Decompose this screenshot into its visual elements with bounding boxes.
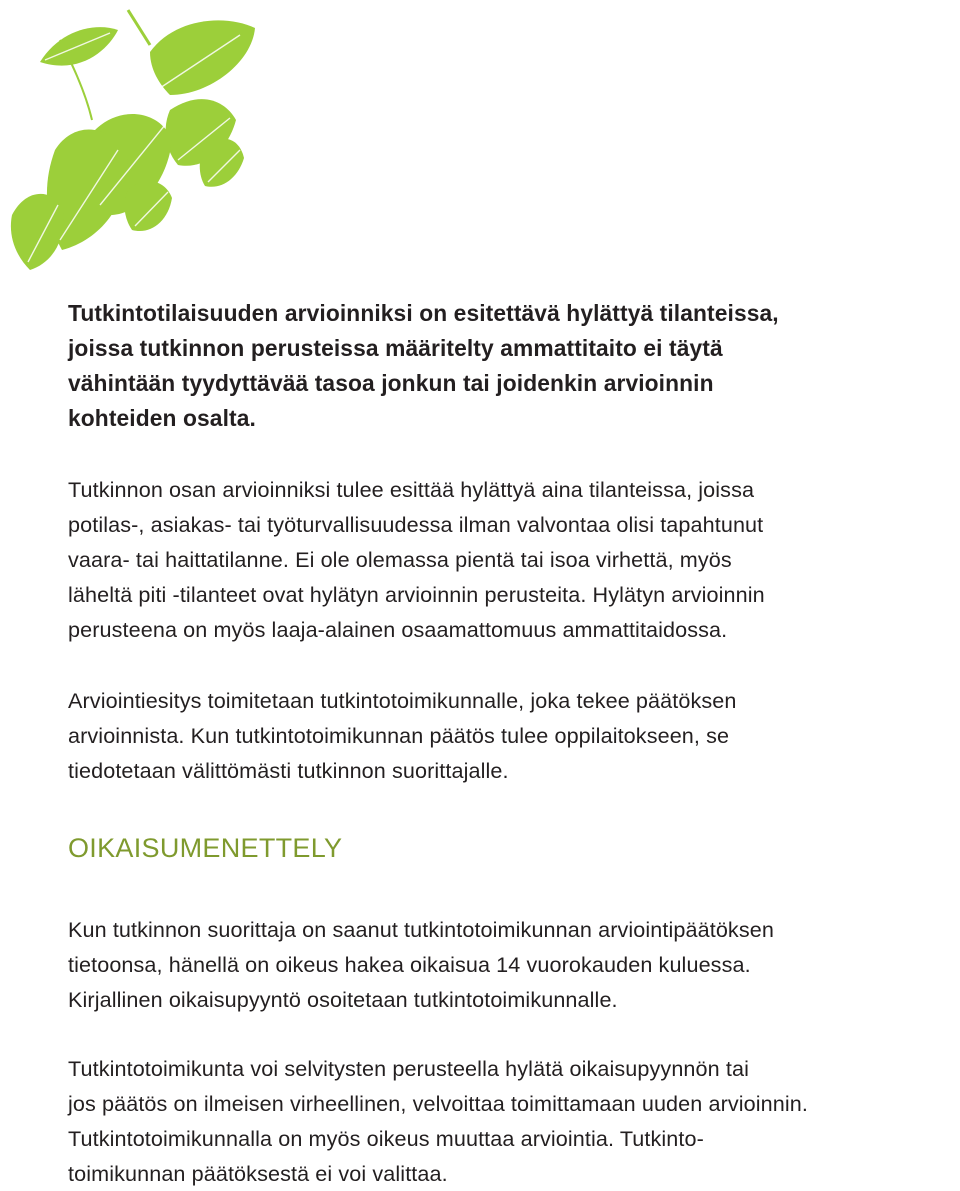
text-line: Kirjallinen oikaisupyyntö osoitetaan tutkintotoimikunnalle. <box>68 987 618 1012</box>
paragraph-appeal-right <box>68 912 956 1017</box>
text-line: vähintään tyydyttävää tasoa jonkun tai joidenkin arvioinnin <box>68 370 714 396</box>
text-line: vaara- tai haittatilanne. Ei ole olemassa pientä tai isoa virhettä, myös <box>68 547 732 572</box>
text-line: Tutkintotoimikunta voi selvitysten perusteella hylätä oikaisupyynnön tai <box>68 1056 749 1081</box>
text-line: toimikunnan päätöksestä ei voi valittaa. <box>68 1161 448 1186</box>
text-line: tietoonsa, hänellä on oikeus hakea oikaisua 14 vuorokauden kuluessa. <box>68 952 751 977</box>
paragraph-rejection-criteria <box>68 472 956 647</box>
paragraph-assessment-proposal <box>68 683 956 788</box>
birch-leaves-icon <box>0 0 300 290</box>
text-line: tiedotetaan välittömästi tutkinnon suorittajalle. <box>68 758 509 783</box>
paragraph-committee-decision <box>68 1051 956 1191</box>
text-line: Tutkintotilaisuuden arvioinniksi on esitettävä hylättyä tilanteissa, <box>68 300 779 326</box>
text-line: Tutkinnon osan arvioinniksi tulee esittää hylättyä aina tilanteissa, joissa <box>68 477 755 502</box>
text-line: Kun tutkinnon suorittaja on saanut tutkintotoimikunnan arviointipäätöksen <box>68 917 774 942</box>
text-line: kohteiden osalta. <box>68 405 256 431</box>
text-line: jos päätös on ilmeisen virheellinen, velvoittaa toimittamaan uuden arvioinnin. <box>68 1091 809 1116</box>
text-line: perusteena on myös laaja-alainen osaamattomuus ammattitaidossa. <box>68 617 728 642</box>
section-heading: OIKAISUMENETTELY <box>68 833 343 863</box>
text-line: läheltä piti -tilanteet ovat hylätyn arvioinnin perusteita. Hylätyn arvioinnin <box>68 582 765 607</box>
document-body <box>68 296 956 1191</box>
intro-paragraph <box>68 296 956 436</box>
text-line: arvioinnista. Kun tutkintotoimikunnan päätös tulee oppilaitokseen, se <box>68 723 730 748</box>
text-line: potilas-, asiakas- tai työturvallisuudessa ilman valvontaa olisi tapahtunut <box>68 512 764 537</box>
text-line: joissa tutkinnon perusteissa määritelty ammattitaito ei täytä <box>68 335 723 361</box>
text-line: Arviointiesitys toimitetaan tutkintotoimikunnalle, joka tekee päätöksen <box>68 688 737 713</box>
text-line: Tutkintotoimikunnalla on myös oikeus muuttaa arviointia. Tutkinto- <box>68 1126 704 1151</box>
